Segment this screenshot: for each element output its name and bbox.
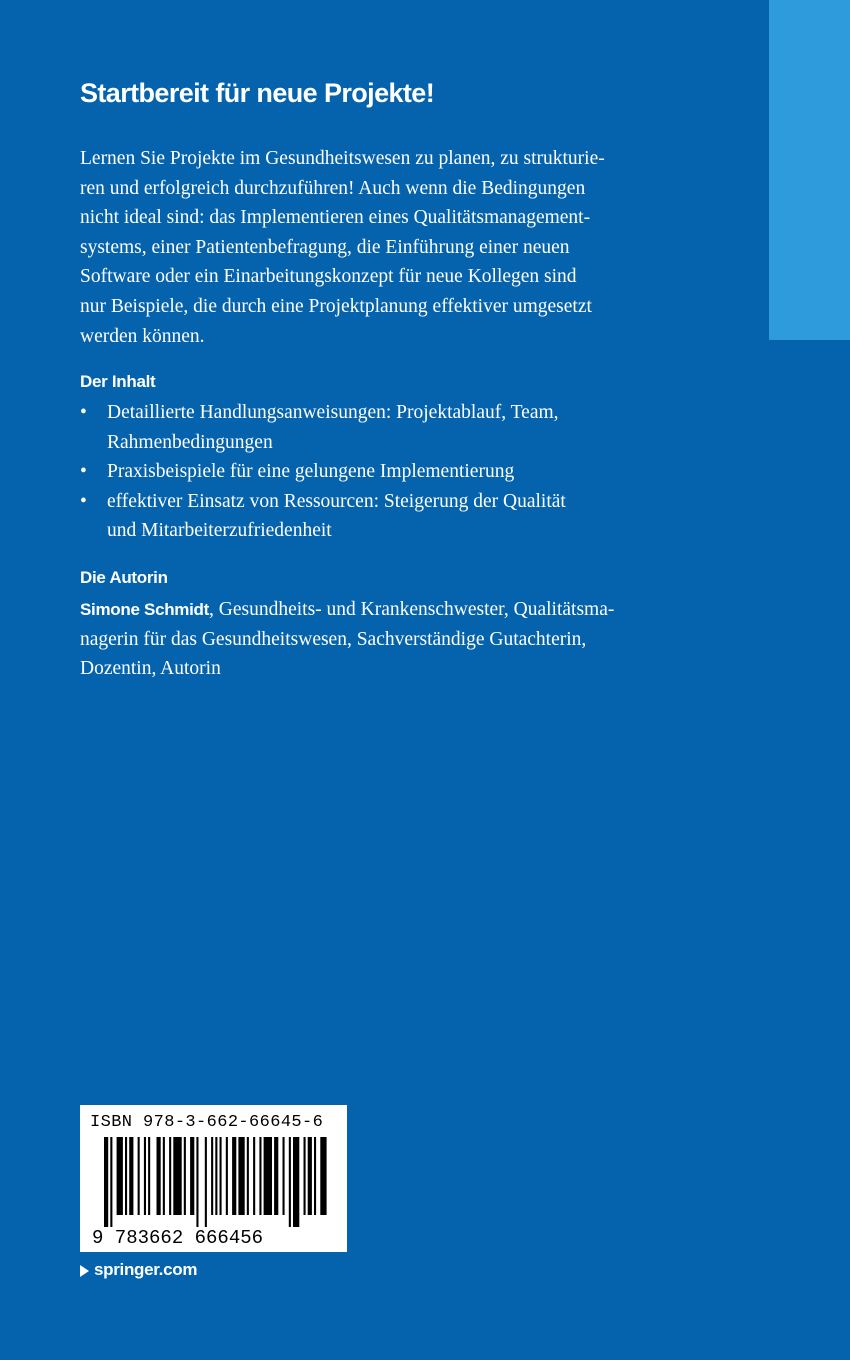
- barcode-bar: [253, 1137, 255, 1215]
- accent-bar: [769, 0, 850, 340]
- barcode-bar: [314, 1137, 316, 1215]
- barcode-bar: [293, 1137, 299, 1227]
- publisher-link[interactable]: [80, 1258, 197, 1282]
- barcode-bar: [129, 1137, 133, 1215]
- intro-line: nur Beispiele, die durch eine Projektplanung effektiver umgesetzt: [80, 295, 592, 317]
- barcode-bar: [220, 1137, 222, 1215]
- barcode-bar: [138, 1137, 140, 1215]
- author-bio-line: Dozentin, Autorin: [80, 658, 221, 680]
- content-heading: Der Inhalt: [80, 372, 156, 391]
- barcode-bar: [232, 1137, 236, 1215]
- intro-line: nicht ideal sind: das Implementieren eines Qualitätsmanagement-: [80, 207, 591, 229]
- barcode-bar: [283, 1137, 285, 1215]
- list-item-line: Rahmenbedingungen: [107, 431, 273, 453]
- barcode-digits: 9 783662 666456: [92, 1227, 264, 1249]
- author-bio: [80, 595, 700, 684]
- intro-line: Lernen Sie Projekte im Gesundheitswesen zu planen, zu strukturie-: [80, 148, 605, 169]
- publisher-website: springer.com: [94, 1260, 198, 1279]
- intro-line: systems, einer Patientenbefragung, die Einführung einer neuen: [80, 236, 570, 258]
- barcode-bar: [125, 1137, 127, 1215]
- barcode-bar: [169, 1137, 171, 1215]
- barcode-bar: [157, 1137, 161, 1215]
- page-title: Startbereit für neue Projekte!: [80, 78, 435, 108]
- list-item-line: Praxisbeispiele für eine gelungene Implementierung: [107, 461, 515, 483]
- arrow-right-icon: [80, 1265, 89, 1277]
- intro-paragraph: [80, 144, 700, 351]
- list-item-line: und Mitarbeiterzufriedenheit: [107, 520, 332, 542]
- barcode-bar: [173, 1137, 181, 1215]
- barcode-bar: [304, 1137, 306, 1215]
- barcode-bar: [226, 1137, 228, 1215]
- barcode-bar: [117, 1137, 123, 1215]
- list-item: [80, 457, 700, 487]
- barcode-bar: [264, 1137, 272, 1215]
- author-bio-line: [80, 595, 700, 625]
- list-item: [80, 398, 700, 457]
- content-list: [80, 398, 700, 546]
- list-item: [80, 487, 700, 546]
- list-item-line: effektiver Einsatz von Ressourcen: Steigerung der Qualität: [107, 490, 566, 512]
- intro-line: Software oder ein Einarbeitungskonzept für neue Kollegen sind: [80, 266, 577, 288]
- barcode-bar: [247, 1137, 249, 1215]
- barcode-bar: [196, 1137, 198, 1227]
- barcode-bar: [289, 1137, 291, 1227]
- barcode-bar: [104, 1137, 108, 1227]
- author-name: Simone Schmidt: [80, 600, 209, 619]
- author-bio-line: nagerin für das Gesundheitswesen, Sachverständige Gutachterin,: [80, 628, 587, 650]
- barcode-bar: [184, 1137, 186, 1215]
- barcode-bar: [163, 1137, 165, 1215]
- bullet-icon: •: [80, 490, 87, 512]
- list-item-line: Detaillierte Handlungsanweisungen: Projektablauf, Team,: [107, 402, 559, 423]
- bullet-icon: •: [80, 402, 87, 423]
- barcode-bar: [259, 1137, 261, 1215]
- barcode-bar: [148, 1137, 150, 1215]
- barcode-bar: [144, 1137, 146, 1215]
- bullet-icon: •: [80, 461, 87, 483]
- isbn-label: ISBN 978-3-662-66645-6: [90, 1113, 324, 1132]
- author-bio-text: , Gesundheits- und Krankenschwester, Qualitätsma-: [209, 599, 615, 620]
- barcode-bar: [215, 1137, 217, 1215]
- intro-line: ren und erfolgreich durchzuführen! Auch wenn die Bedingungen: [80, 177, 586, 199]
- barcode-bar: [211, 1137, 213, 1215]
- barcode-bar: [320, 1137, 326, 1215]
- barcode-bar: [274, 1137, 278, 1215]
- intro-line: werden können.: [80, 325, 205, 347]
- isbn-barcode: [80, 1105, 347, 1252]
- author-heading: Die Autorin: [80, 568, 168, 587]
- barcode-bar: [110, 1137, 112, 1227]
- barcode-bar: [308, 1137, 312, 1215]
- barcode-bar: [190, 1137, 194, 1215]
- barcode-bar: [205, 1137, 207, 1227]
- barcode-bar: [238, 1137, 244, 1215]
